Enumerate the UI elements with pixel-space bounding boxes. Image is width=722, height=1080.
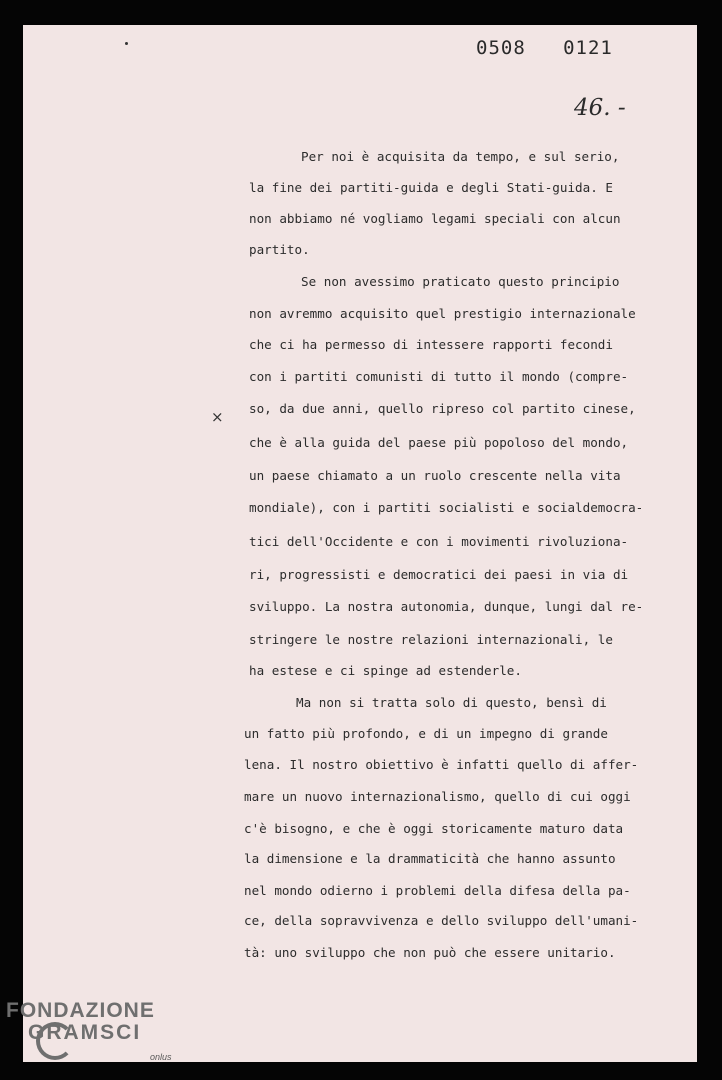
- text-line: ri, progressisti e democratici dei paesi in via di: [249, 567, 629, 582]
- text-line: lena. Il nostro obiettivo è infatti quello di affer-: [244, 757, 639, 772]
- watermark-ring-icon: [36, 1022, 74, 1060]
- text-line: ha estese e ci spinge ad estenderle.: [249, 663, 522, 678]
- watermark-line1: FONDAZIONE: [6, 999, 155, 1022]
- text-line: con i partiti comunisti di tutto il mondo (compre-: [249, 369, 629, 384]
- text-line: un fatto più profondo, e di un impegno di grande: [244, 726, 608, 741]
- text-line: stringere le nostre relazioni internazionali, le: [249, 632, 613, 647]
- text-line: c'è bisogno, e che è oggi storicamente maturo data: [244, 821, 624, 836]
- text-line: nel mondo odierno i problemi della difesa della pa-: [244, 883, 631, 898]
- text-line: mare un nuovo internazionalismo, quello di cui oggi: [244, 789, 631, 804]
- text-line: Se non avessimo praticato questo principio: [301, 274, 620, 289]
- text-line: mondiale), con i partiti socialisti e socialdemocra-: [249, 500, 644, 515]
- text-line: la dimensione e la drammaticità che hanno assunto: [244, 851, 616, 866]
- text-line: che è alla guida del paese più popoloso del mondo,: [249, 435, 629, 450]
- text-line: so, da due anni, quello ripreso col partito cinese,: [249, 401, 636, 416]
- ink-dot: [125, 42, 128, 45]
- text-line: tà: uno sviluppo che non può che essere unitario.: [244, 945, 616, 960]
- text-line: Ma non si tratta solo di questo, bensì di: [296, 695, 607, 710]
- text-line: ce, della sopravvivenza e dello sviluppo dell'umani-: [244, 913, 639, 928]
- archive-number: 0508 0121: [476, 37, 613, 59]
- text-line: un paese chiamato a un ruolo crescente nella vita: [249, 468, 621, 483]
- margin-x-mark: ×: [211, 408, 224, 426]
- text-line: sviluppo. La nostra autonomia, dunque, lungi dal re-: [249, 599, 644, 614]
- text-line: che ci ha permesso di intessere rapporti fecondi: [249, 337, 613, 352]
- text-line: non avremmo acquisito quel prestigio internazionale: [249, 306, 636, 321]
- fondazione-gramsci-watermark: [6, 999, 172, 1062]
- text-line: non abbiamo né vogliamo legami speciali con alcun: [249, 211, 621, 226]
- watermark-line2: GRAMSCI: [28, 1021, 142, 1044]
- text-line: Per noi è acquisita da tempo, e sul serio,: [301, 149, 620, 164]
- text-line: tici dell'Occidente e con i movimenti rivoluziona-: [249, 534, 629, 549]
- page-number: 46. -: [574, 95, 626, 121]
- text-line: la fine dei partiti-guida e degli Stati-guida. E: [249, 180, 613, 195]
- text-line: partito.: [249, 242, 310, 257]
- watermark-line3: onlus: [150, 1052, 172, 1062]
